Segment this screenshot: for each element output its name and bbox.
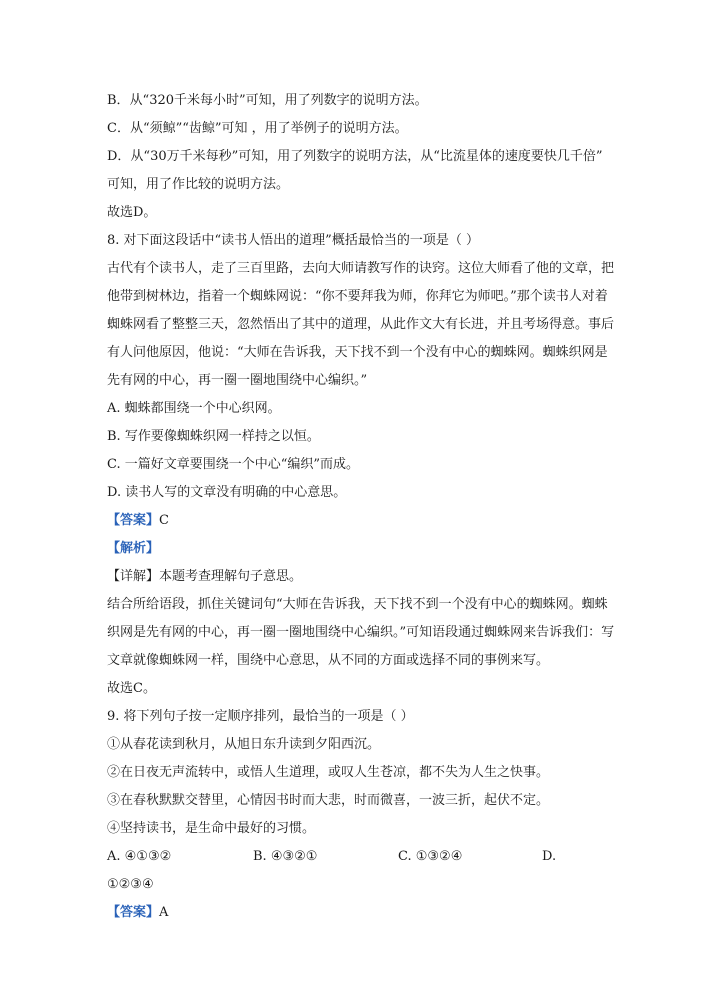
q8-option-c: C. 一篇好文章要围绕一个中心“编织”而成。 bbox=[107, 457, 360, 472]
q9-option-c: C. ①③②④ bbox=[398, 849, 463, 864]
q8-passage-line: 有人问他原因，他说：“大师在告诉我，天下找不到一个没有中心的蜘蛛网。蜘蛛织网是 bbox=[107, 345, 608, 360]
analysis-tag: 【解析】 bbox=[107, 541, 160, 556]
q8-explanation-line: 织网是先有网的中心，再一圈一圈地围绕中心编织。”可知语段通过蜘蛛网来告诉我们：写 bbox=[107, 625, 615, 640]
answer-value: C bbox=[159, 513, 169, 528]
q8-conclusion: 故选C。 bbox=[107, 681, 156, 696]
q9-sentence: ①从春花读到秋月，从旭日东升读到夕阳西沉。 bbox=[107, 737, 381, 752]
q9-option-b: B. ④③②① bbox=[253, 849, 318, 864]
q8-question: 8. 对下面这段话中“读书人悟出的道理”概括最恰当的一项是（ ） bbox=[107, 233, 479, 248]
q8-option-a: A. 蜘蛛都围绕一个中心织网。 bbox=[107, 401, 281, 416]
q9-option-a: A. ④①③② bbox=[107, 849, 172, 864]
q9-sentence: ②在日夜无声流转中，或悟人生道理，或叹人生苍凉，都不失为人生之快事。 bbox=[107, 765, 550, 780]
answer-tag: 【答案】 bbox=[107, 905, 160, 920]
q8-explanation-line: 文章就像蜘蛛网一样，围绕中心意思，从不同的方面或选择不同的事例来写。 bbox=[107, 653, 550, 668]
q9-answer bbox=[107, 904, 168, 922]
detail-tag: 【详解】 bbox=[107, 569, 160, 584]
q9-sentence: ③在春秋默默交替里，心情因书时而大悲，时而微喜，一波三折，起伏不定。 bbox=[107, 793, 550, 808]
q7-option-d: D．从“30万千米每秒”可知，用了列数字的说明方法，从“比流星体的速度要快几千倍” bbox=[107, 149, 603, 164]
q8-explanation-line: 结合所给语段，抓住关键词句“大师在告诉我，天下找不到一个没有中心的蜘蛛网。蜘蛛 bbox=[107, 597, 608, 612]
q8-passage-line: 古代有个读书人，走了三百里路，去向大师请教写作的诀窍。这位大师看了他的文章，把 bbox=[107, 261, 615, 276]
q8-analysis bbox=[107, 540, 159, 558]
q7-option-d-cont: 可知，用了作比较的说明方法。 bbox=[107, 177, 290, 192]
q8-option-d: D. 读书人写的文章没有明确的中心意思。 bbox=[107, 485, 347, 500]
q7-option-c: C．从“须鲸”“齿鲸”可知 ，用了举例子的说明方法。 bbox=[107, 121, 408, 136]
q8-detail bbox=[107, 568, 302, 586]
q7-conclusion: 故选D。 bbox=[107, 205, 157, 220]
answer-value: A bbox=[159, 905, 169, 920]
q9-question: 9. 将下列句子按一定顺序排列，最恰当的一项是（ ） bbox=[107, 709, 414, 724]
q8-passage-line: 他带到树林边，指着一个蜘蛛网说：“你不要拜我为师，你拜它为师吧。”那个读书人对着 bbox=[107, 289, 608, 304]
q7-option-b: B．从“320千米每小时”可知，用了列数字的说明方法。 bbox=[107, 93, 428, 108]
q8-option-b: B. 写作要像蜘蛛织网一样持之以恒。 bbox=[107, 429, 320, 444]
answer-tag: 【答案】 bbox=[107, 513, 160, 528]
q8-passage-line: 先有网的中心，再一圈一圈地围绕中心编织。” bbox=[107, 373, 368, 388]
q9-option-d-label: D. bbox=[542, 849, 557, 864]
q8-passage-line: 蜘蛛网看了整整三天，忽然悟出了其中的道理，从此作文大有长进，并且考场得意。事后 bbox=[107, 317, 615, 332]
q9-option-d-value: ①②③④ bbox=[107, 877, 154, 892]
detail-text: 本题考查理解句子意思。 bbox=[159, 569, 303, 584]
q8-answer bbox=[107, 512, 169, 530]
q9-sentence: ④坚持读书，是生命中最好的习惯。 bbox=[107, 821, 316, 836]
